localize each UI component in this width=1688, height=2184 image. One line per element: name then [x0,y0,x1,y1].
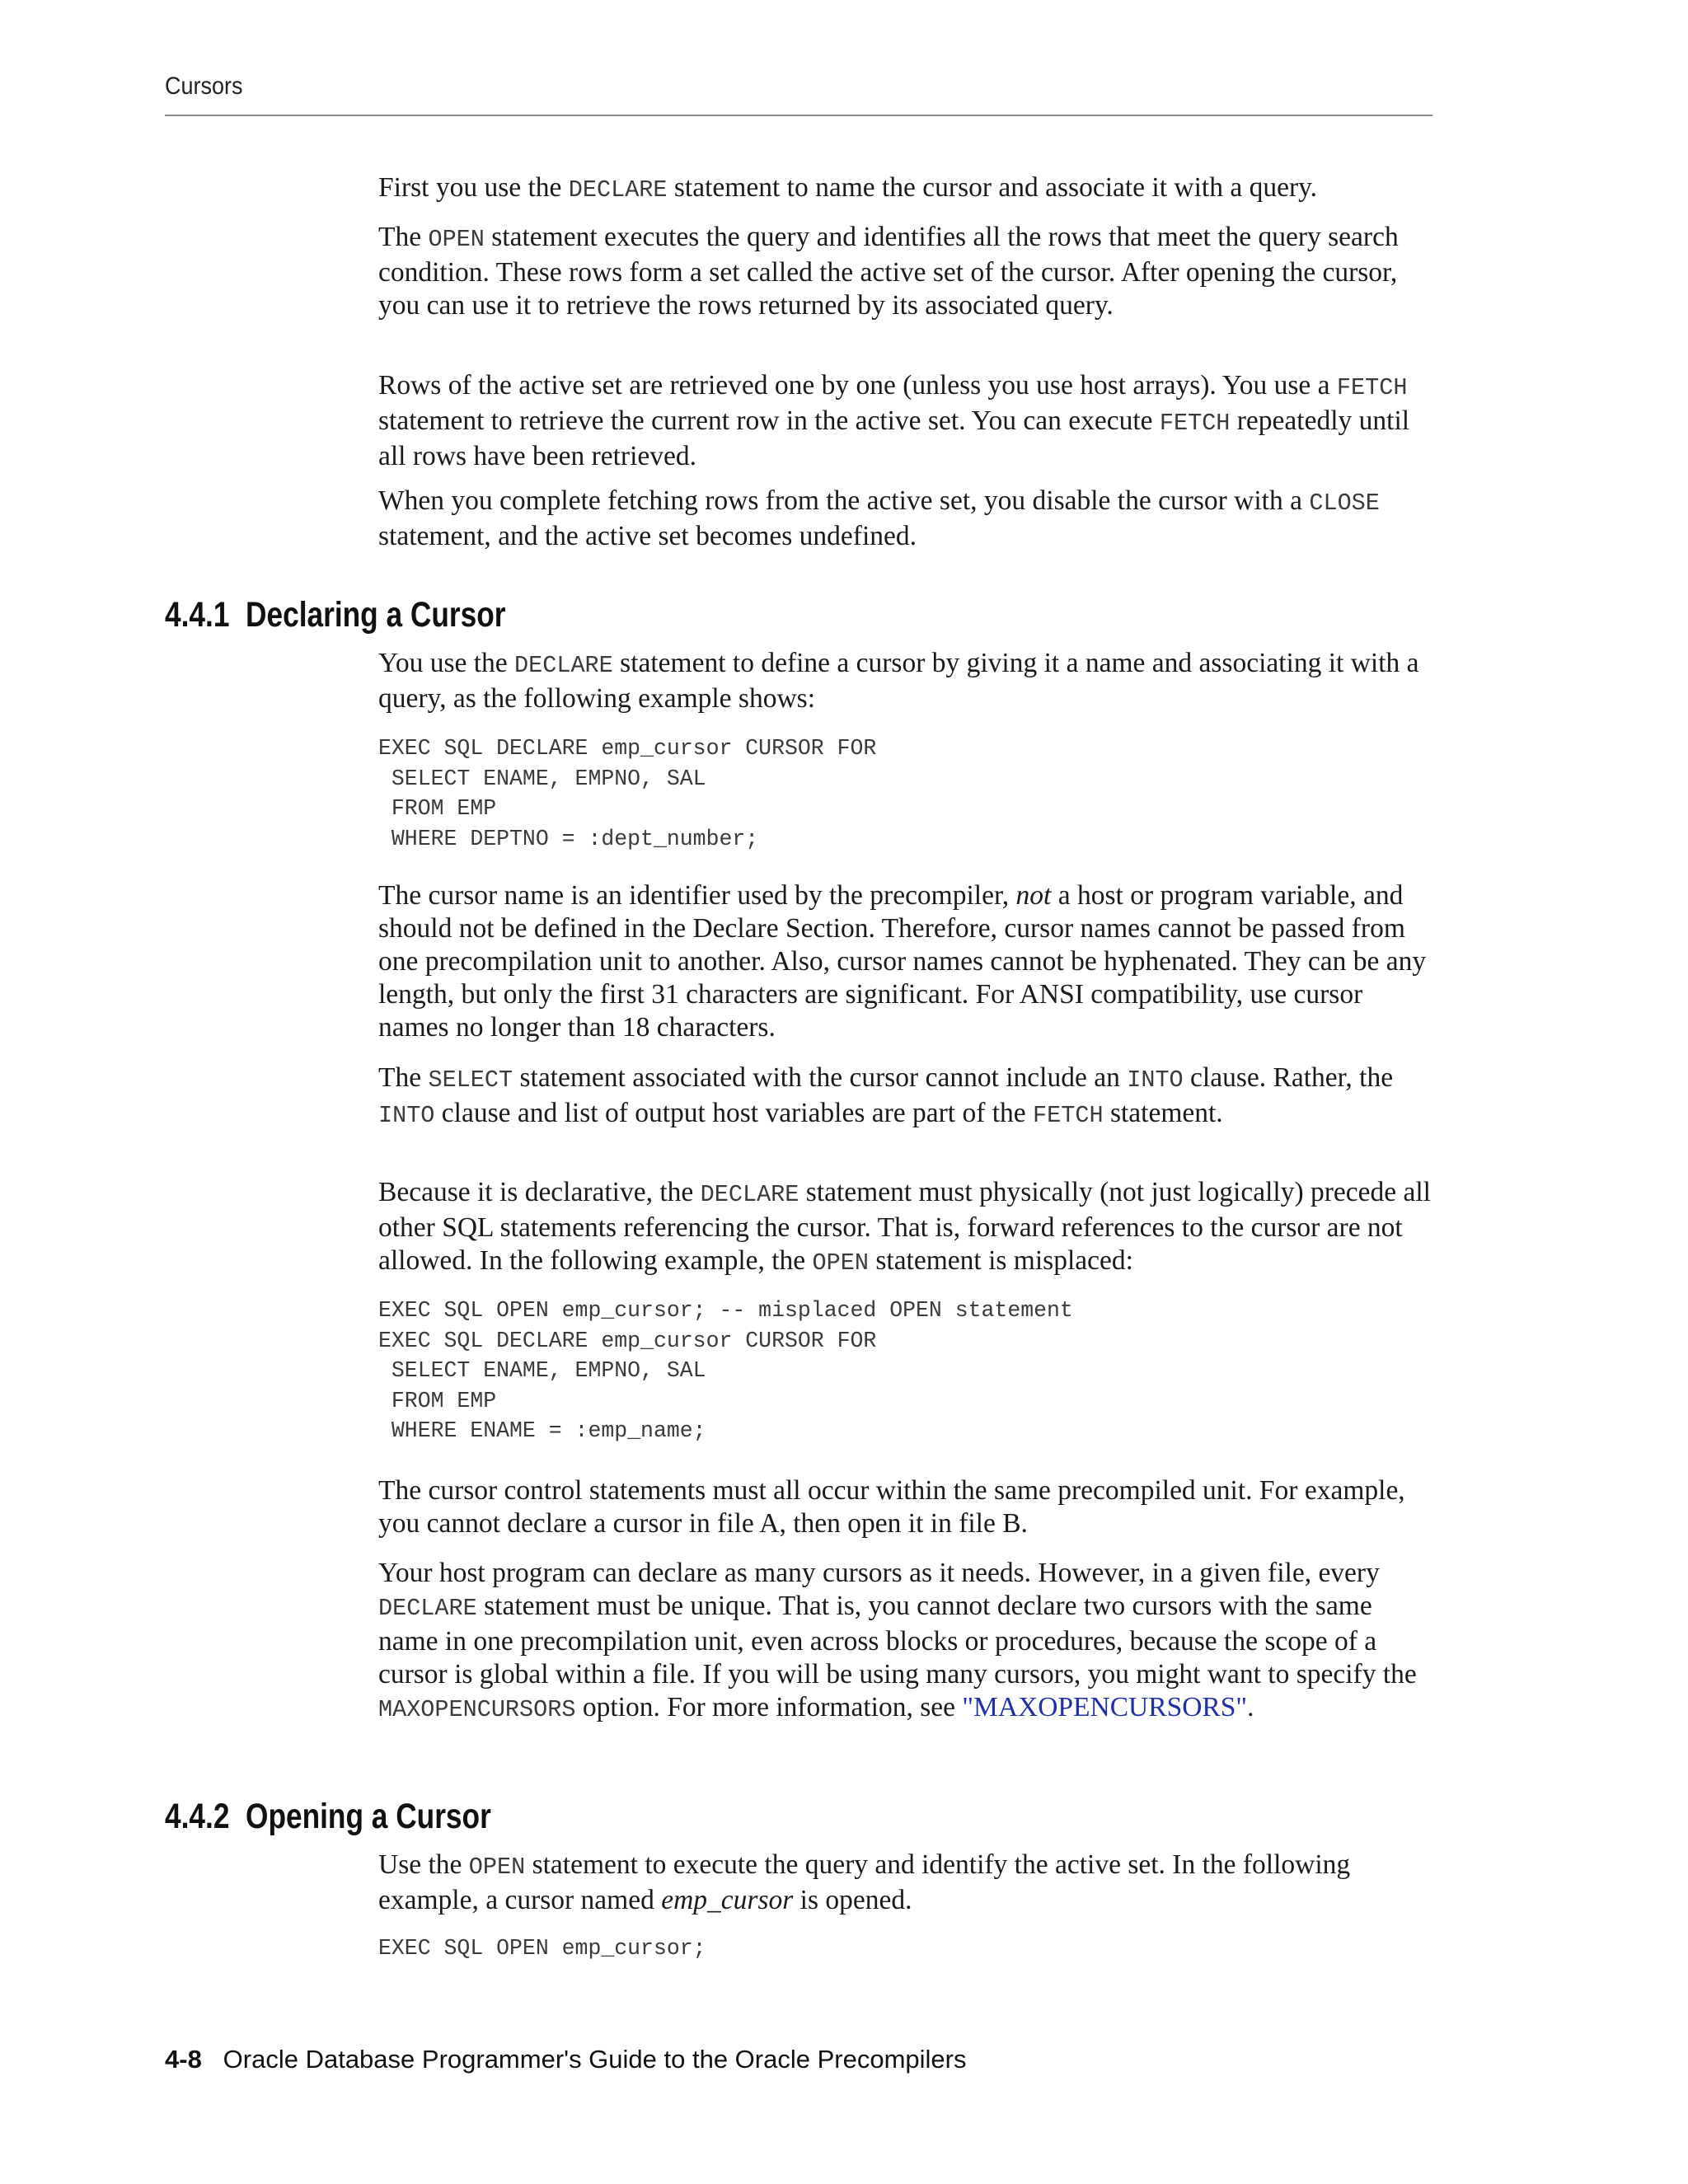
text-run: option. For more information, see [575,1692,963,1722]
code-term: OPEN [812,1249,869,1277]
declaring-paragraph-4 [378,1176,1437,1280]
declaring-paragraph-3 [378,1062,1437,1132]
text-run: statement to name the cursor and associate it with a query. [667,172,1318,203]
page-number: 4-8 [165,2045,202,2074]
code-term: DECLARE [700,1181,799,1208]
text-run: statement, and the active set becomes undefined. [378,521,917,551]
declaring-paragraph-2 [378,879,1437,1044]
text-run: statement executes the query and identifies all the rows that meet the query search condition. These rows form a set called the active set of the cursor. After opening the cursor, you can use it to retrieve the rows returned by its associated query. [378,222,1399,321]
text-run: Use the [378,1849,469,1880]
text-run: a host or program variable, and should not be defined in the Declare Section. Therefore, cursor names cannot be passed from one precompilation unit to another. Also, cursor names cannot be hyphenated. They can be any length, but only the first 31 characters are significant. For ANSI compatibility, use cursor names no longer than 18 characters. [378,880,1427,1043]
open-code-example [378,1933,1437,1964]
header-rule [165,115,1432,116]
intro-paragraph-1 [378,171,1437,207]
intro-paragraph-3 [378,369,1437,473]
declaring-paragraph-1 [378,647,1437,715]
code-term: DECLARE [568,176,668,204]
code-block: EXEC SQL OPEN emp_cursor; [378,1936,706,1961]
misplaced-open-code-example [378,1296,1437,1446]
text-run: statement to define a cursor by giving it a name and associating it with a query, as the following example shows: [378,648,1419,714]
emphasis: not [1015,880,1052,911]
text-run: clause. Rather, the [1183,1062,1394,1093]
text-run: The [378,222,429,252]
declaring-paragraph-6 [378,1557,1437,1727]
book-title: Oracle Database Programmer's Guide to the Oracle Precompilers [223,2045,967,2074]
text-run: repeatedly until all rows have been retrieved. [378,405,1410,471]
code-term: OPEN [468,1854,526,1881]
code-term: OPEN [428,226,485,253]
text-run: Rows of the active set are retrieved one by one (unless you use host arrays). You use a [378,370,1337,401]
footer-spacer [202,2045,223,2074]
text-run: statement to retrieve the current row in the active set. You can execute [378,405,1160,436]
section-heading-opening-cursor: 4.4.2 Opening a Cursor [165,1797,491,1836]
maxopencursors-link[interactable]: "MAXOPENCURSORS" [962,1692,1248,1722]
text-run: clause and list of output host variables are part of the [434,1098,1034,1128]
intro-paragraph-4 [378,485,1437,553]
text-run: statement must be unique. That is, you cannot declare two cursors with the same name in one precompilation unit, even across blocks or procedures, because the scope of a cursor is global within a file. If you will be using many cursors, you might want to specify the [378,1591,1417,1690]
text-run: . [1247,1692,1254,1722]
text-run: statement is misplaced: [868,1245,1133,1276]
code-term: INTO [1127,1066,1184,1094]
text-run: statement. [1103,1098,1223,1128]
text-run: is opened. [793,1885,912,1915]
text-run: statement associated with the cursor cannot include an [513,1062,1128,1093]
declaring-paragraph-5 [378,1474,1437,1540]
text-run: Your host program can declare as many cursors as it needs. However, in a given file, every [378,1558,1380,1588]
declare-code-example [378,733,1437,854]
code-term: SELECT [428,1066,513,1094]
code-term: FETCH [1033,1102,1104,1129]
page-footer [165,2045,967,2074]
code-term: DECLARE [378,1595,477,1622]
text-run: The cursor name is an identifier used by the precompiler, [378,880,1016,911]
code-block: EXEC SQL OPEN emp_cursor; -- misplaced OPEN statement EXEC SQL DECLARE emp_cursor CURSOR FOR SELECT ENAME, EMPNO, SAL FROM EMP WHERE ENAME = :emp_name; [378,1298,1073,1443]
text-run: You use the [378,648,515,678]
text-run: First you use the [378,172,569,203]
text-run: The cursor control statements must all occur within the same precompiled unit. For example, you cannot declare a cursor in file A, then open it in file B. [378,1475,1405,1539]
text-run: The [378,1062,429,1093]
code-term: FETCH [1159,410,1231,437]
text-run: Because it is declarative, the [378,1177,701,1207]
code-term: FETCH [1336,374,1408,401]
opening-paragraph-1 [378,1849,1437,1917]
emphasis: emp_cursor [661,1885,794,1915]
code-term: MAXOPENCURSORS [378,1696,576,1723]
code-term: INTO [378,1102,435,1129]
code-term: CLOSE [1309,490,1380,517]
code-term: DECLARE [514,652,613,679]
text-run: statement must physically (not just logically) precede all other SQL statements referencing the cursor. That is, forward references to the cursor are not allowed. In the following example, the [378,1177,1431,1276]
section-heading-declaring-cursor: 4.4.1 Declaring a Cursor [165,595,506,635]
running-head: Cursors [165,73,243,100]
intro-paragraph-2 [378,221,1437,322]
text-run: statement to execute the query and identify the active set. In the following example, a cursor named [378,1849,1351,1915]
text-run: When you complete fetching rows from the active set, you disable the cursor with a [378,485,1310,516]
code-block: EXEC SQL DECLARE emp_cursor CURSOR FOR SELECT ENAME, EMPNO, SAL FROM EMP WHERE DEPTNO = :dept_number; [378,736,877,851]
